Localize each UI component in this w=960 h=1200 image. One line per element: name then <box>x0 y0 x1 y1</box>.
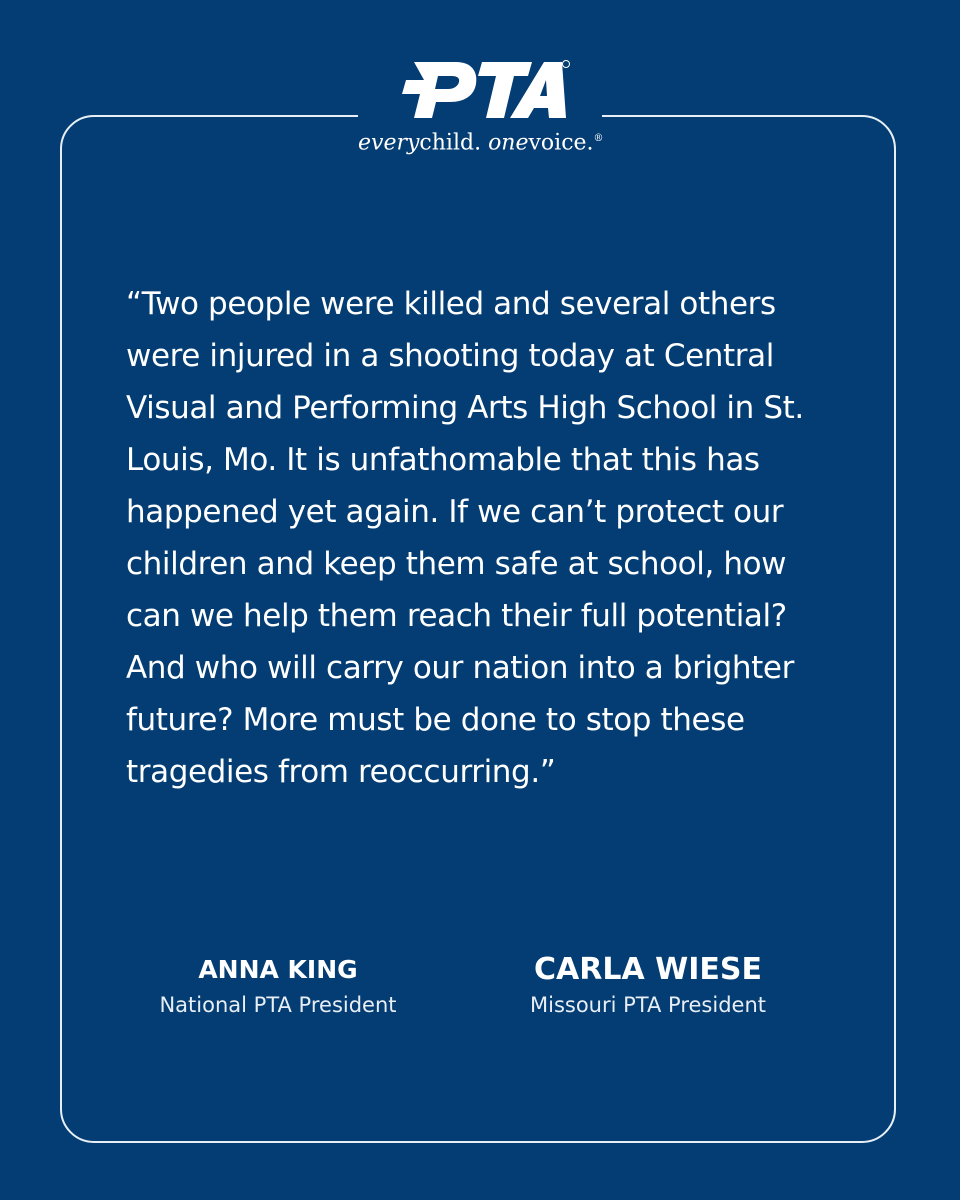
signatory-name: CARLA WIESE <box>534 952 762 987</box>
signatory-title: Missouri PTA President <box>530 993 766 1017</box>
signatory-anna-king <box>108 952 448 1022</box>
pta-tagline <box>358 124 602 158</box>
tagline-child: child. <box>419 130 482 156</box>
quote-text: “Two people were killed and several others were injured in a shooting today at Central Visual and Performing Arts High School in St. Louis, Mo. It is unfathomable that this has happened yet again. If we can’t protect our children and keep them safe at school, how can we help them reach their full potential? And who will carry our nation into a brighter future? More must be done to stop these tragedies from reoccurring.” <box>126 286 804 790</box>
signatory-name: ANNA KING <box>198 955 358 984</box>
pta-logo-mark <box>394 56 570 122</box>
tagline-voice: voice. <box>528 130 594 156</box>
tagline-every: every <box>358 130 420 156</box>
registered-mark-icon: ® <box>593 133 604 144</box>
tagline-one: one <box>488 130 529 156</box>
signatory-carla-wiese <box>478 952 818 1022</box>
signatory-title: National PTA President <box>159 993 397 1017</box>
pta-logo <box>358 52 602 162</box>
